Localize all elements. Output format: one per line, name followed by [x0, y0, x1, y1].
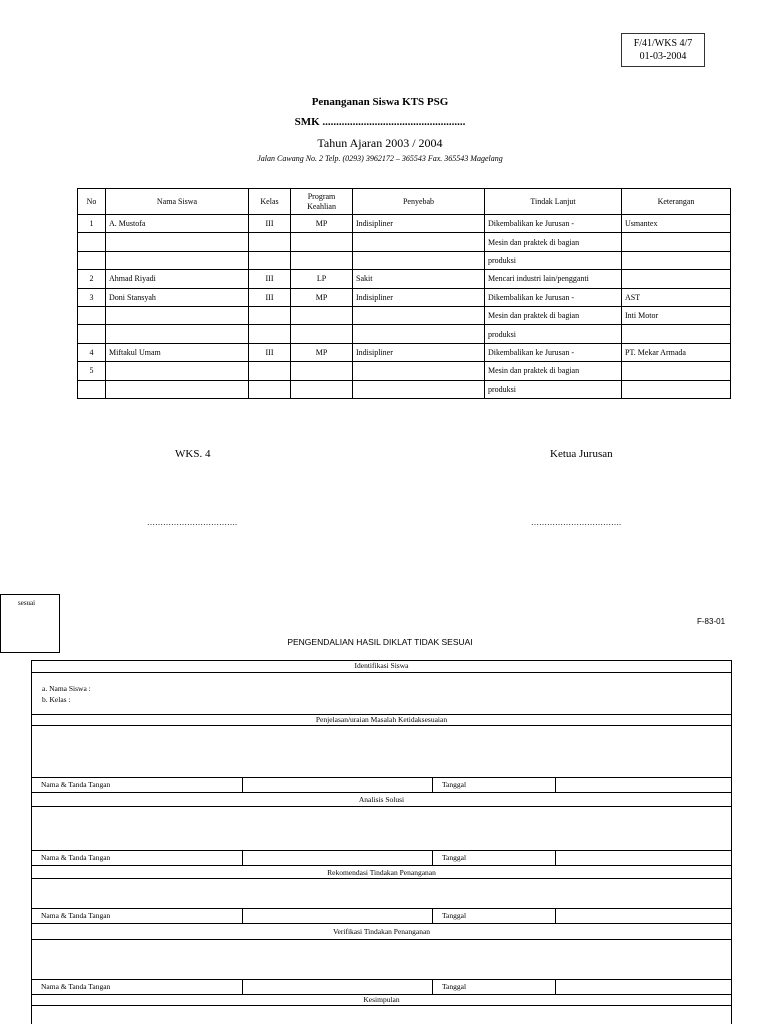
- rekomendasi-signature-row: [32, 908, 731, 923]
- cell-penyebab: [353, 251, 485, 269]
- tanggal-label: Tanggal: [433, 851, 556, 865]
- cell-no: 4: [78, 343, 106, 361]
- cell-no: 2: [78, 270, 106, 288]
- verifikasi-body: [32, 939, 731, 979]
- cell-program-keahlian: [291, 306, 353, 324]
- cell-kelas: III: [249, 215, 291, 233]
- cell-no: [78, 251, 106, 269]
- cell-penyebab: [353, 306, 485, 324]
- kelas-field: b. Kelas :: [42, 695, 71, 704]
- wks-signature-line: …………………………….: [147, 518, 237, 527]
- tanggal-label: Tanggal: [433, 980, 556, 994]
- tanggal-field: [556, 851, 731, 865]
- control-form: [31, 660, 732, 1024]
- tanggal-field: [556, 778, 731, 792]
- cell-no: 3: [78, 288, 106, 306]
- tanggal-field: [556, 909, 731, 923]
- cell-no: [78, 306, 106, 324]
- wks-signature-title: WKS. 4: [175, 448, 211, 460]
- penjelasan-signature-row: [32, 777, 731, 792]
- section-kesimpulan: Kesimpulan: [32, 994, 731, 1005]
- cell-keterangan: [622, 270, 731, 288]
- cell-kelas: [249, 325, 291, 343]
- cell-penyebab: [353, 233, 485, 251]
- school-name: SMK ....................................................: [294, 116, 466, 128]
- cell-no: 1: [78, 215, 106, 233]
- nama-siswa-field: a. Nama Siswa :: [42, 684, 91, 693]
- cell-kelas: [249, 251, 291, 269]
- document-code: F/41/WKS 4/7: [633, 38, 693, 49]
- cell-tindak-lanjut: Dikembalikan ke Jurusan -: [485, 215, 622, 233]
- cell-penyebab: [353, 362, 485, 380]
- form-code: F-83-01: [697, 617, 726, 626]
- nama-ttd-label: Nama & Tanda Tangan: [32, 778, 243, 792]
- header-keterangan: Keterangan: [622, 189, 731, 215]
- table-header-row: [78, 189, 731, 215]
- tanggal-label: Tanggal: [433, 909, 556, 923]
- cell-tindak-lanjut: Dikembalikan ke Jurusan -: [485, 343, 622, 361]
- cell-keterangan: [622, 362, 731, 380]
- cell-keterangan: [622, 233, 731, 251]
- cell-program-keahlian: MP: [291, 288, 353, 306]
- cell-keterangan: PT. Mekar Armada: [622, 343, 731, 361]
- nama-ttd-label: Nama & Tanda Tangan: [32, 980, 243, 994]
- cell-nama-siswa: [106, 251, 249, 269]
- analisis-signature-row: [32, 850, 731, 865]
- tanggal-field: [556, 980, 731, 994]
- cell-nama-siswa: [106, 306, 249, 324]
- cell-penyebab: Indisipliner: [353, 343, 485, 361]
- penjelasan-body: [32, 725, 731, 777]
- cell-program-keahlian: MP: [291, 343, 353, 361]
- sesuai-label: sesuai: [18, 599, 36, 607]
- nama-ttd-field: [243, 980, 433, 994]
- school-address: Jalan Cawang No. 2 Telp. (0293) 3962172 – 365543 Fax. 365543 Magelang: [257, 154, 503, 163]
- section-rekomendasi: Rekomendasi Tindakan Penanganan: [32, 865, 731, 878]
- kajur-signature-title: Ketua Jurusan: [550, 448, 613, 460]
- cell-no: [78, 380, 106, 398]
- cell-penyebab: Sakit: [353, 270, 485, 288]
- nama-ttd-field: [243, 778, 433, 792]
- verifikasi-signature-row: [32, 979, 731, 994]
- table-row: [78, 343, 731, 361]
- cell-tindak-lanjut: Dikembalikan ke Jurusan -: [485, 288, 622, 306]
- kajur-signature-line: …………………………….: [531, 518, 621, 527]
- cell-kelas: [249, 362, 291, 380]
- cell-tindak-lanjut: Mencari industri lain/pengganti: [485, 270, 622, 288]
- kesimpulan-body: [32, 1005, 731, 1025]
- cell-nama-siswa: A. Mustofa: [106, 215, 249, 233]
- table-row: [78, 325, 731, 343]
- cell-program-keahlian: [291, 325, 353, 343]
- cell-nama-siswa: Ahmad Riyadi: [106, 270, 249, 288]
- cell-program-keahlian: [291, 233, 353, 251]
- cell-no: [78, 233, 106, 251]
- page-title: Penanganan Siswa KTS PSG: [311, 96, 449, 108]
- tanggal-label: Tanggal: [433, 778, 556, 792]
- table-row: [78, 251, 731, 269]
- academic-year: Tahun Ajaran 2003 / 2004: [317, 136, 443, 150]
- cell-keterangan: AST: [622, 288, 731, 306]
- cell-keterangan: [622, 380, 731, 398]
- section-verifikasi: Verifikasi Tindakan Penanganan: [32, 923, 731, 939]
- cell-tindak-lanjut: produksi: [485, 325, 622, 343]
- cell-tindak-lanjut: Mesin dan praktek di bagian: [485, 233, 622, 251]
- cell-tindak-lanjut: produksi: [485, 251, 622, 269]
- header-program-keahlian: Program Keahlian: [291, 189, 353, 215]
- cell-no: 5: [78, 362, 106, 380]
- cell-kelas: [249, 233, 291, 251]
- cell-keterangan: [622, 325, 731, 343]
- cell-program-keahlian: MP: [291, 215, 353, 233]
- header-no: No: [78, 189, 106, 215]
- section-identifikasi: Identifikasi Siswa: [354, 661, 409, 670]
- table-row: [78, 270, 731, 288]
- document-date: 01-03-2004: [639, 51, 687, 62]
- section-penjelasan: Penjelasan/uraian Masalah Ketidaksesuaian: [32, 714, 731, 725]
- document-code-box: [621, 33, 705, 67]
- cell-kelas: [249, 306, 291, 324]
- form-title: PENGENDALIAN HASIL DIKLAT TIDAK SESUAI: [287, 637, 473, 647]
- student-table: [77, 188, 731, 399]
- section-analisis: Analisis Solusi: [32, 792, 731, 806]
- nama-ttd-label: Nama & Tanda Tangan: [32, 851, 243, 865]
- cell-penyebab: [353, 325, 485, 343]
- cell-kelas: III: [249, 288, 291, 306]
- cell-tindak-lanjut: Mesin dan praktek di bagian: [485, 362, 622, 380]
- cell-nama-siswa: [106, 325, 249, 343]
- table-row: [78, 380, 731, 398]
- nama-ttd-label: Nama & Tanda Tangan: [32, 909, 243, 923]
- identifikasi-body: [32, 672, 731, 714]
- analisis-body: [32, 806, 731, 850]
- table-row: [78, 362, 731, 380]
- header-tindak-lanjut: Tindak Lanjut: [485, 189, 622, 215]
- cell-kelas: III: [249, 270, 291, 288]
- nama-ttd-field: [243, 909, 433, 923]
- cell-penyebab: Indisipliner: [353, 215, 485, 233]
- header-kelas: Kelas: [249, 189, 291, 215]
- cell-nama-siswa: [106, 233, 249, 251]
- table-row: [78, 233, 731, 251]
- cell-program-keahlian: LP: [291, 270, 353, 288]
- cell-program-keahlian: [291, 380, 353, 398]
- rekomendasi-body: [32, 878, 731, 908]
- header-penyebab: Penyebab: [353, 189, 485, 215]
- cell-program-keahlian: [291, 362, 353, 380]
- cell-nama-siswa: [106, 380, 249, 398]
- nama-ttd-field: [243, 851, 433, 865]
- cell-nama-siswa: Miftakul Umam: [106, 343, 249, 361]
- cell-keterangan: Usmantex: [622, 215, 731, 233]
- cell-keterangan: Inti Motor: [622, 306, 731, 324]
- cell-tindak-lanjut: produksi: [485, 380, 622, 398]
- cell-penyebab: Indisipliner: [353, 288, 485, 306]
- header-nama-siswa: Nama Siswa: [106, 189, 249, 215]
- cell-penyebab: [353, 380, 485, 398]
- cell-nama-siswa: Doni Stansyah: [106, 288, 249, 306]
- cell-nama-siswa: [106, 362, 249, 380]
- cell-program-keahlian: [291, 251, 353, 269]
- table-row: [78, 288, 731, 306]
- cell-keterangan: [622, 251, 731, 269]
- cell-tindak-lanjut: Mesin dan praktek di bagian: [485, 306, 622, 324]
- cell-no: [78, 325, 106, 343]
- cell-kelas: III: [249, 343, 291, 361]
- table-row: [78, 215, 731, 233]
- table-row: [78, 306, 731, 324]
- cell-kelas: [249, 380, 291, 398]
